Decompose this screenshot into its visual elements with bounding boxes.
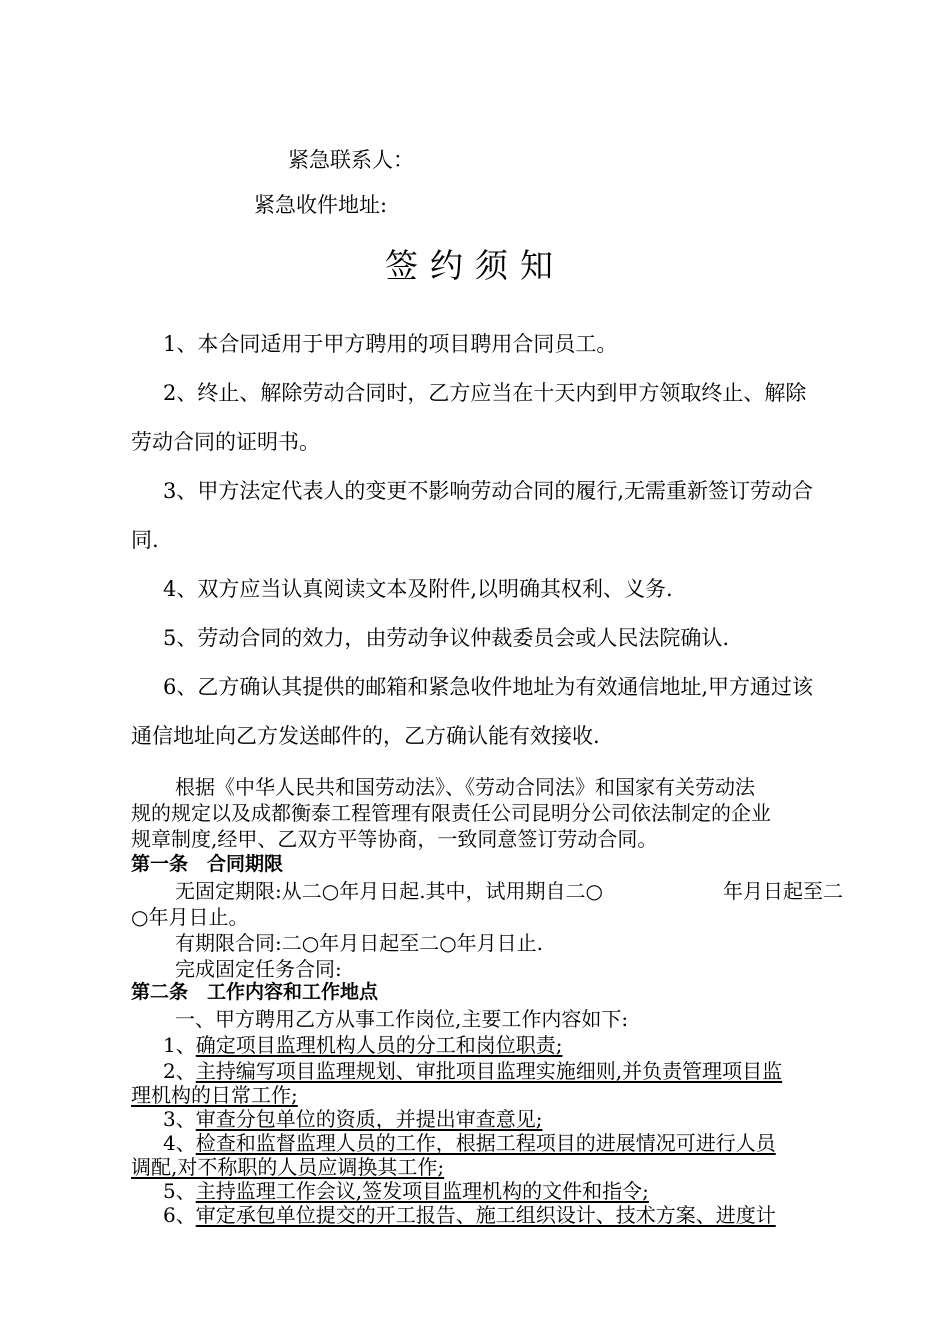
notice-item-4: 4、双方应当认真阅读文本及附件,以明确其权利、义务.: [163, 577, 673, 601]
term-fixed: 有期限合同:二○年月日起至二○年月日止.: [175, 931, 543, 955]
notice-item-5: 5、劳动合同的效力，由劳动争议仲裁委员会或人民法院确认.: [163, 626, 730, 650]
duty-text: 审定承包单位提交的开工报告、施工组织设计、技术方案、进度计: [195, 1203, 776, 1227]
duty-item-4-cont: 调配,对不称职的人员应调换其工作;: [131, 1155, 445, 1179]
duty-number: 4、: [163, 1131, 196, 1155]
preamble-line-1: 根据《中华人民共和国劳动法》、《劳动合同法》和国家有关劳动法: [175, 775, 755, 799]
page-title: 签约须知: [385, 246, 565, 285]
duty-text: 主持监理工作会议,签发项目监理机构的文件和指令;: [195, 1179, 649, 1203]
notice-item-6: 6、乙方确认其提供的邮箱和紧急收件地址为有效通信地址,甲方通过该: [163, 675, 814, 699]
notice-item-1: 1、本合同适用于甲方聘用的项目聘用合同员工。: [163, 332, 618, 356]
work-intro: 一、甲方聘用乙方从事工作岗位,主要工作内容如下:: [175, 1007, 629, 1031]
duty-item-6: [163, 1199, 776, 1228]
notice-item-6-cont: 通信地址向乙方发送邮件的，乙方确认能有效接收.: [131, 724, 600, 748]
duty-number: 3、: [163, 1107, 196, 1131]
term-indefinite-tail: 年月日起至二: [723, 879, 843, 903]
duty-number: 1、: [163, 1033, 196, 1057]
duty-number: 5、: [163, 1179, 196, 1203]
article-1-heading: 第一条 合同期限: [131, 853, 284, 875]
duty-number: 2、: [163, 1059, 196, 1083]
preamble-line-3: 规章制度,经甲、乙双方平等协商，一致同意签订劳动合同。: [131, 827, 658, 851]
duty-item-1: [163, 1029, 562, 1058]
term-task: 完成固定任务合同:: [175, 957, 342, 981]
duty-text: 主持编写项目监理规划、审批项目监理实施细则,并负责管理项目监: [195, 1059, 783, 1083]
duty-text: 确定项目监理机构人员的分工和岗位职责;: [195, 1033, 563, 1057]
term-indefinite-cont: ○年月日止。: [131, 905, 249, 929]
duty-text: 审查分包单位的资质，并提出审查意见;: [195, 1107, 543, 1131]
notice-item-3: 3、甲方法定代表人的变更不影响劳动合同的履行,无需重新签订劳动合: [163, 479, 814, 503]
emergency-address-label: 紧急收件地址:: [254, 193, 388, 217]
term-indefinite: 无固定期限:从二○年月日起.其中，试用期自二○: [175, 879, 603, 903]
notice-item-2-cont: 劳动合同的证明书。: [131, 430, 320, 454]
duty-item-2-cont: 理机构的日常工作;: [131, 1083, 298, 1107]
notice-item-2: 2、终止、解除劳动合同时，乙方应当在十天内到甲方领取终止、解除: [163, 381, 807, 405]
article-2-heading: 第二条 工作内容和工作地点: [131, 981, 379, 1003]
emergency-contact-label: 紧急联系人：: [288, 148, 414, 172]
duty-text: 检查和监督监理人员的工作，根据工程项目的进展情况可进行人员: [195, 1131, 776, 1155]
preamble-line-2: 规的规定以及成都衡泰工程管理有限责任公司昆明分公司依法制定的企业: [131, 801, 771, 825]
notice-item-3-cont: 同.: [131, 528, 159, 552]
duty-number: 6、: [163, 1203, 196, 1227]
